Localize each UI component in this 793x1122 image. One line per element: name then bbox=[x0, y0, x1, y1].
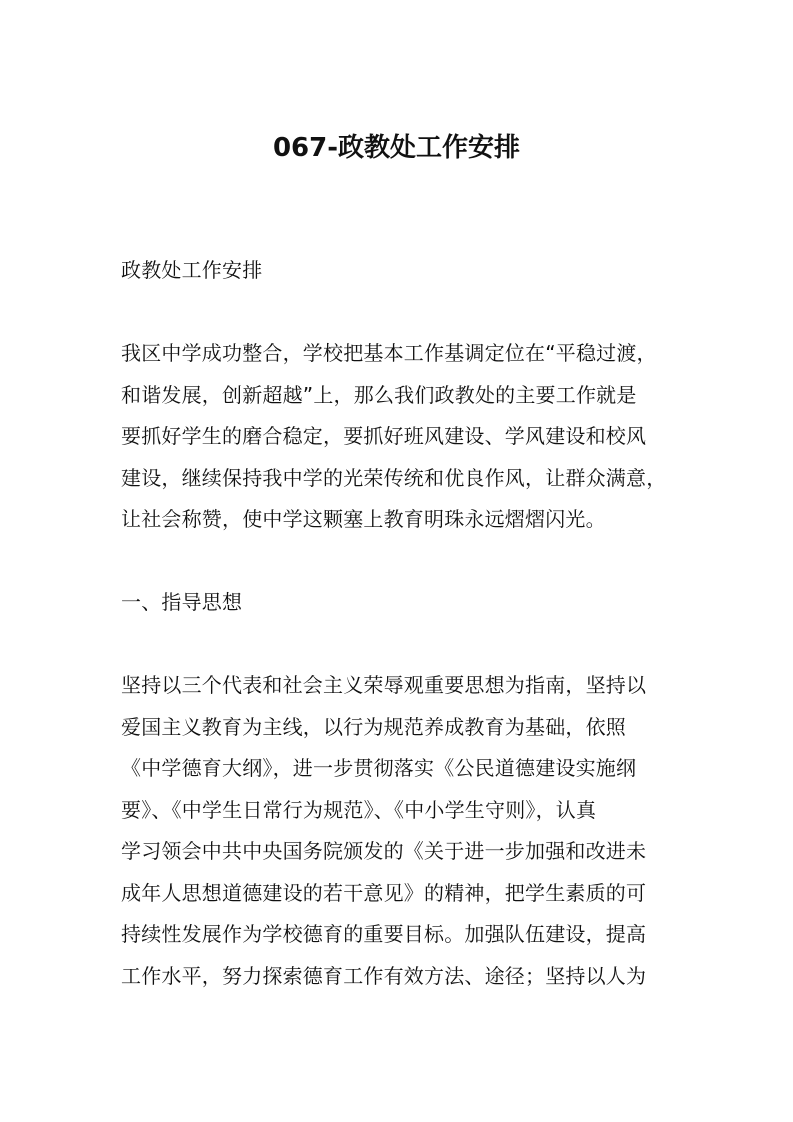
text-line: 学习领会中共中央国务院颁发的《关于进一步加强和改进未 bbox=[121, 839, 647, 863]
section-heading bbox=[121, 250, 687, 292]
text-line: 工作水平，努力探索德育工作有效方法、途径；坚持以人为 bbox=[121, 963, 647, 988]
text-line: 持续性发展作为学校德育的重要目标。加强队伍建设，提高 bbox=[121, 922, 647, 946]
text-line: 政教处工作安排 bbox=[121, 258, 263, 282]
text-line: 和谐发展，创新超越”上，那么我们政教处的主要工作就是 bbox=[121, 382, 637, 407]
text-line: 建设，继续保持我中学的光荣传统和优良作风，让群众满意， bbox=[121, 465, 667, 490]
text-line: 爱国主义教育为主线，以行为规范养成教育为基础，依照 bbox=[121, 714, 626, 739]
document-body bbox=[121, 250, 687, 997]
guiding-thought-paragraph bbox=[121, 665, 687, 997]
section-heading bbox=[121, 582, 687, 624]
text-line: 一、指导思想 bbox=[121, 590, 243, 614]
text-line: 坚持以三个代表和社会主义荣辱观重要思想为指南，坚持以 bbox=[121, 673, 647, 697]
text-line: 要抓好学生的磨合稳定，要抓好班风建设、学风建设和校风 bbox=[121, 424, 647, 448]
text-line: 要》、《中学生日常行为规范》、《中小学生守则》，认真 bbox=[121, 797, 597, 822]
text-line: 《中学德育大纲》，进一步贯彻落实《公民道德建设实施纲 bbox=[121, 756, 637, 780]
intro-paragraph bbox=[121, 333, 687, 541]
text-line: 成年人思想道德建设的若干意见》的精神，把学生素质的可 bbox=[121, 880, 647, 905]
text-line: 让社会称赞，使中学这颗塞上教育明珠永远熠熠闪光。 bbox=[121, 507, 606, 531]
document-title: 067-政教处工作安排 bbox=[272, 133, 521, 163]
text-line: 我区中学成功整合，学校把基本工作基调定位在“平稳过渡， bbox=[121, 341, 657, 365]
